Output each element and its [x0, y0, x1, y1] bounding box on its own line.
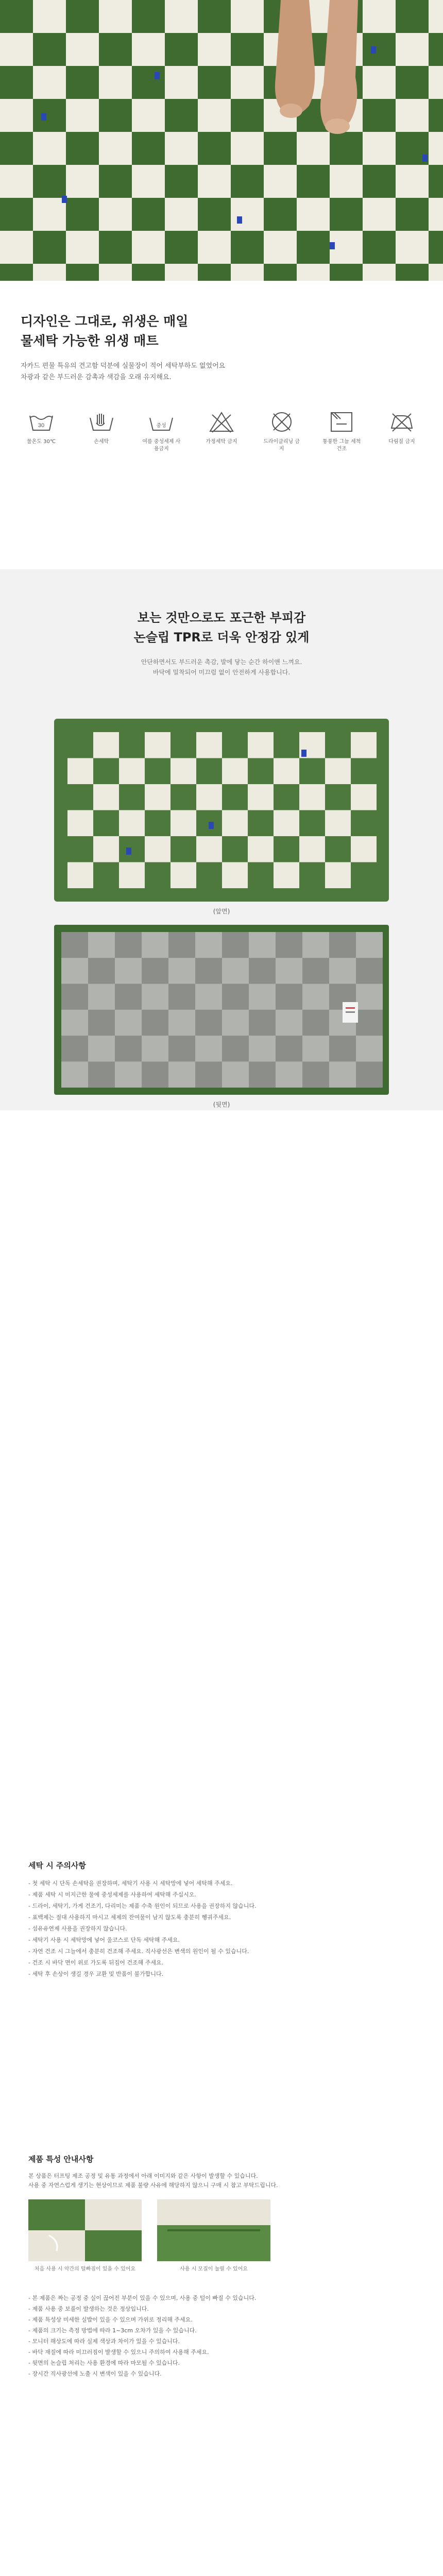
intro-body [21, 361, 422, 383]
product-note: - 뒷면의 논슬립 처리는 사용 환경에 따라 마모될 수 있습니다. [28, 2360, 180, 2366]
mat-back-caption: (뒷면) [213, 1101, 230, 1108]
care-label-iron: 다림질 금지 [388, 439, 415, 445]
shade-dry-icon [327, 410, 356, 434]
no-iron-icon [387, 410, 416, 434]
mat-back-image [54, 925, 389, 1095]
product-note: - 바닥 재질에 따라 미끄러짐이 발생할 수 있으니 주의하여 사용해 주세요. [28, 2349, 209, 2355]
wash-title: 세탁 시 주의사항 [28, 1861, 86, 1870]
wash-section [0, 1110, 443, 1857]
feature-title [0, 608, 443, 647]
feature-section [0, 569, 443, 1110]
intro-section [0, 281, 443, 569]
wash-item: - 섬유유연제 사용을 권장하지 않습니다. [28, 1925, 127, 1932]
product-note: - 모니터 해상도에 따라 실제 색상과 차이가 있을 수 있습니다. [28, 2338, 180, 2345]
product-section [28, 2154, 420, 2379]
care-label-dryer: 드라이클리닝 금지 [263, 439, 300, 452]
product-photo-2 [157, 2199, 270, 2272]
care-item-detergent [141, 410, 182, 471]
feature-body [0, 657, 443, 677]
product-photo-1 [28, 2199, 142, 2272]
wash-item: - 자연 건조 시 그늘에서 충분히 건조해 주세요. 직사광선은 변색의 원인이 될 수 있습니다. [28, 1948, 249, 1955]
intro-body-line2: 차광과 같은 부드러운 감촉과 색감을 오래 유지해요. [21, 374, 172, 381]
product-note: - 장시간 직사광선에 노출 시 변색이 있을 수 있습니다. [28, 2370, 162, 2377]
feature-title-line1: 보는 것만으로도 포근한 부피감 [137, 611, 306, 625]
hero-photo [0, 0, 443, 281]
product-photo-1-caption: 처음 사용 시 약간의 털빠짐이 있을 수 있어요 [34, 2266, 136, 2272]
care-item-wash [21, 410, 62, 471]
product-note: - 제품 특성상 미세한 실밥이 있을 수 있으며 가위로 정리해 주세요. [28, 2316, 193, 2323]
hand-wash-icon [87, 410, 116, 434]
care-label-wash: 물온도 30℃ [26, 439, 56, 445]
wash-30-icon [27, 410, 56, 434]
care-label-bleach: 가정세탁 금지 [206, 439, 237, 445]
hero-mat-illustration [0, 0, 443, 281]
neutral-detergent-icon [147, 410, 176, 434]
care-label-shade-dry: 통풍한 그늘 세척 건조 [322, 439, 361, 452]
svg-text:중성: 중성 [156, 423, 166, 429]
intro-body-line1: 자카드 편물 특유의 견고함 덕분에 실물장이 적어 세탁부하도 없었어요 [21, 362, 226, 370]
no-dryer-icon [267, 410, 296, 434]
feature-body-line2: 바닥에 밀착되어 미끄럼 없이 안전하게 사용합니다. [152, 669, 291, 676]
feature-body-line1: 안단하면서도 부드러운 촉감, 발에 닿는 순간 하이앤 느껴요. [141, 658, 302, 666]
intro-title-line2: 물세탁 가능한 위생 매트 [21, 333, 159, 348]
product-intro [28, 2172, 420, 2190]
wash-item: - 첫 세탁 시 단독 손세탁을 권장하며, 세탁기 사용 시 세탁망에 넣어 세탁해 주세요. [28, 1880, 233, 1887]
wash-item: - 세탁기 사용 시 세탁망에 넣어 울코스로 단독 세탁해 주세요. [28, 1937, 180, 1943]
wash-notes [28, 1860, 420, 1980]
pile-photo [157, 2199, 270, 2261]
care-item-hand-wash [81, 410, 122, 471]
svg-text:30: 30 [38, 422, 45, 429]
intro-title [21, 312, 422, 351]
wash-item: - 세탁 후 손상이 생길 경우 교환 및 반품이 불가합니다. [28, 1971, 164, 1977]
care-item-dryer [261, 410, 302, 471]
wash-item: - 건조 시 바닥 면이 위로 가도록 뒤집어 건조해 주세요. [28, 1959, 164, 1966]
lint-photo [28, 2199, 142, 2261]
intro-title-line1: 디자인은 그대로, 위생은 매일 [21, 314, 189, 329]
product-photo-2-caption: 사용 시 모질이 눌릴 수 있어요 [180, 2266, 248, 2272]
care-icon-row [21, 410, 422, 471]
product-note: - 제품 사용 중 보풀이 발생하는 것은 정상입니다. [28, 2306, 149, 2312]
mat-front-caption: (앞면) [213, 908, 230, 915]
care-label-detergent: 여름 중성세제 사용금지 [142, 439, 181, 452]
mat-front-image [54, 719, 389, 902]
wash-item: - 드라이, 세탁기, 가게 건조기, 다리미는 제품 수축 원인이 되므로 사용을 권장하지 않습니다. [28, 1903, 257, 1909]
product-intro-line1: 본 상품은 터프팅 제조 공정 및 유통 과정에서 아래 이미지와 같은 사항이 발생할 수 있습니다. [28, 2173, 258, 2179]
care-item-bleach [201, 410, 242, 471]
feature-title-line2: 논슬립 TPR로 더욱 안정감 있게 [133, 630, 310, 645]
product-intro-line2: 사용 중 자연스럽게 생기는 현상이므로 제품 불량 사유에 해당하지 않으니 구매 시 참고 부탁드립니다. [28, 2182, 278, 2189]
product-title: 제품 특성 안내사항 [28, 2155, 94, 2164]
wash-item: - 표백제는 절대 사용하지 마시고 세제의 잔여물이 남지 않도록 충분히 헹궈주세요. [28, 1914, 231, 1921]
product-notes [28, 2293, 420, 2379]
care-label-hand-wash: 손세탁 [94, 439, 109, 445]
product-note: - 본 제품은 짜는 공정 중 실이 끊어진 부분이 있을 수 있으며, 사용 중 털이 빠질 수 있습니다. [28, 2295, 257, 2301]
care-item-iron [381, 410, 422, 471]
no-bleach-icon [207, 410, 236, 434]
product-note: - 제품의 크기는 측정 방법에 따라 1~3cm 오차가 있을 수 있습니다. [28, 2327, 197, 2334]
care-item-shade-dry [321, 410, 362, 471]
wash-item: - 제품 세탁 시 미지근한 물에 중성세제를 사용하여 세탁해 주십시오. [28, 1891, 196, 1898]
wash-list [28, 1878, 420, 1980]
product-photos [28, 2199, 420, 2272]
